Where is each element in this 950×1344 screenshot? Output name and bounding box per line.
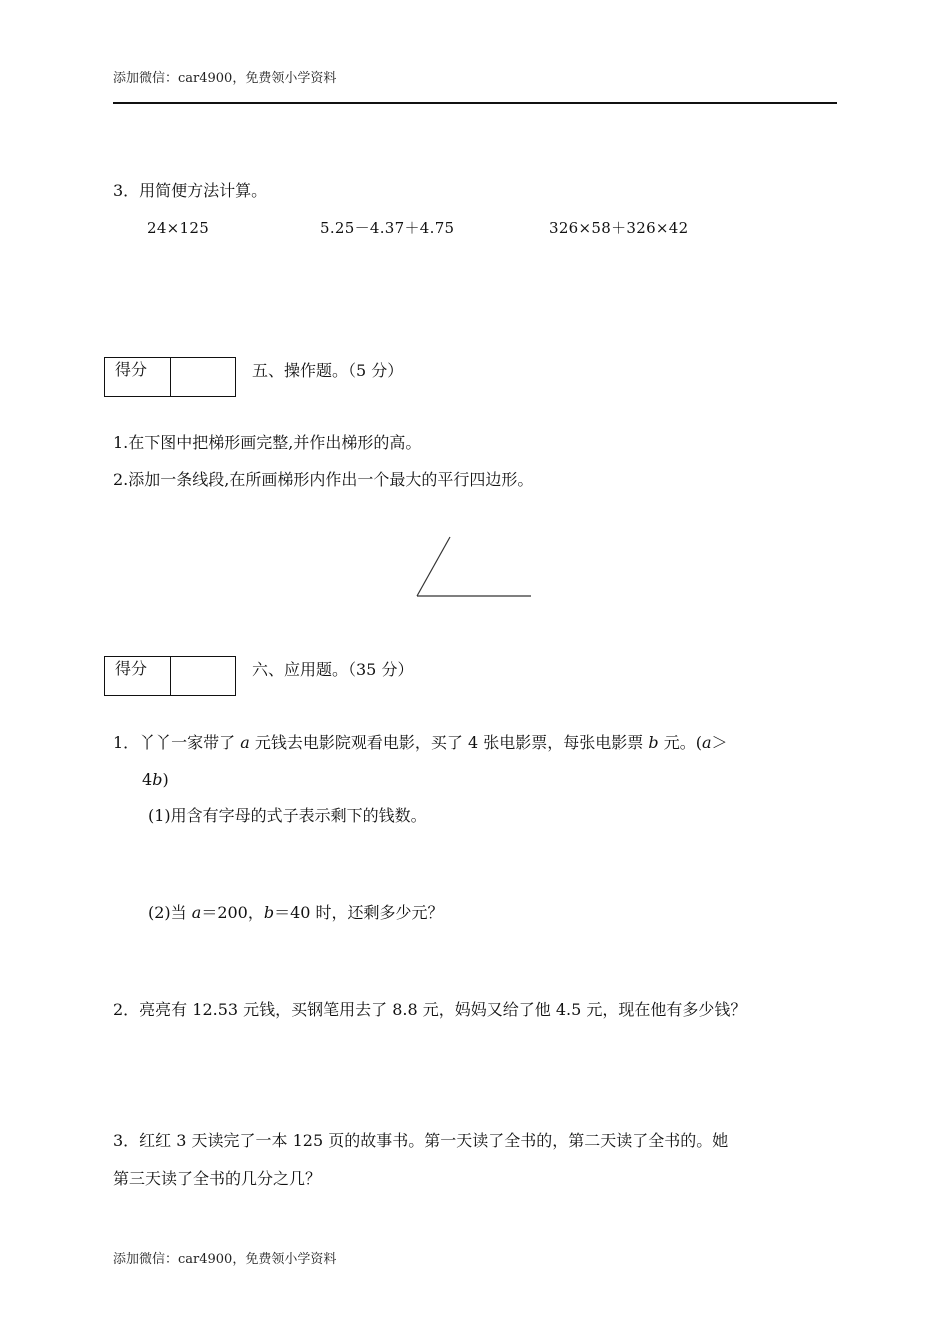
- score-box-section5: [104, 357, 236, 397]
- score-blank-field[interactable]: [171, 358, 235, 396]
- question-1-sub-2: (2)当 a＝200，b＝40 时，还剩多少元？: [148, 903, 444, 922]
- score-box-section6: [104, 656, 236, 696]
- section5-item-2: 2.添加一条线段,在所画梯形内作出一个最大的平行四边形。: [113, 470, 534, 489]
- question-1-sub-1: (1)用含有字母的式子表示剩下的钱数。: [148, 806, 427, 825]
- calc-question-title: 3．用简便方法计算。: [113, 181, 268, 200]
- trapezoid-slanted-side: [417, 537, 450, 596]
- question-1-line-2: 4b): [142, 770, 169, 789]
- section5-title: 五、操作题。（5 分）: [252, 361, 404, 380]
- score-blank-field[interactable]: [171, 657, 235, 695]
- page-header-note: 添加微信：car4900，免费领小学资料: [113, 71, 337, 86]
- page-footer-note: 添加微信：car4900，免费领小学资料: [113, 1252, 337, 1267]
- section6-title: 六、应用题。（35 分）: [252, 660, 414, 679]
- question-3-line-2: 第三天读了全书的几分之几？: [113, 1169, 322, 1188]
- calc-expression-1: 24×125: [147, 219, 210, 237]
- trapezoid-partial-figure: [410, 533, 540, 603]
- calc-expression-2: 5.25－4.37＋4.75: [320, 219, 455, 237]
- header-divider: [113, 102, 837, 104]
- question-1-line-1: 1．丫丫一家带了 a 元钱去电影院观看电影，买了 4 张电影票，每张电影票 b 元。(a＞: [113, 733, 728, 752]
- question-3-line-1: 3．红红 3 天读完了一本 125 页的故事书。第一天读了全书的，第二天读了全书的。她: [113, 1131, 729, 1150]
- question-2: 2．亮亮有 12.53 元钱，买钢笔用去了 8.8 元，妈妈又给了他 4.5 元，现在他有多少钱？: [113, 1000, 747, 1019]
- section5-item-1: 1.在下图中把梯形画完整,并作出梯形的高。: [113, 433, 422, 452]
- calc-expression-3: 326×58＋326×42: [549, 219, 689, 237]
- score-label: 得分: [105, 657, 171, 695]
- score-label: 得分: [105, 358, 171, 396]
